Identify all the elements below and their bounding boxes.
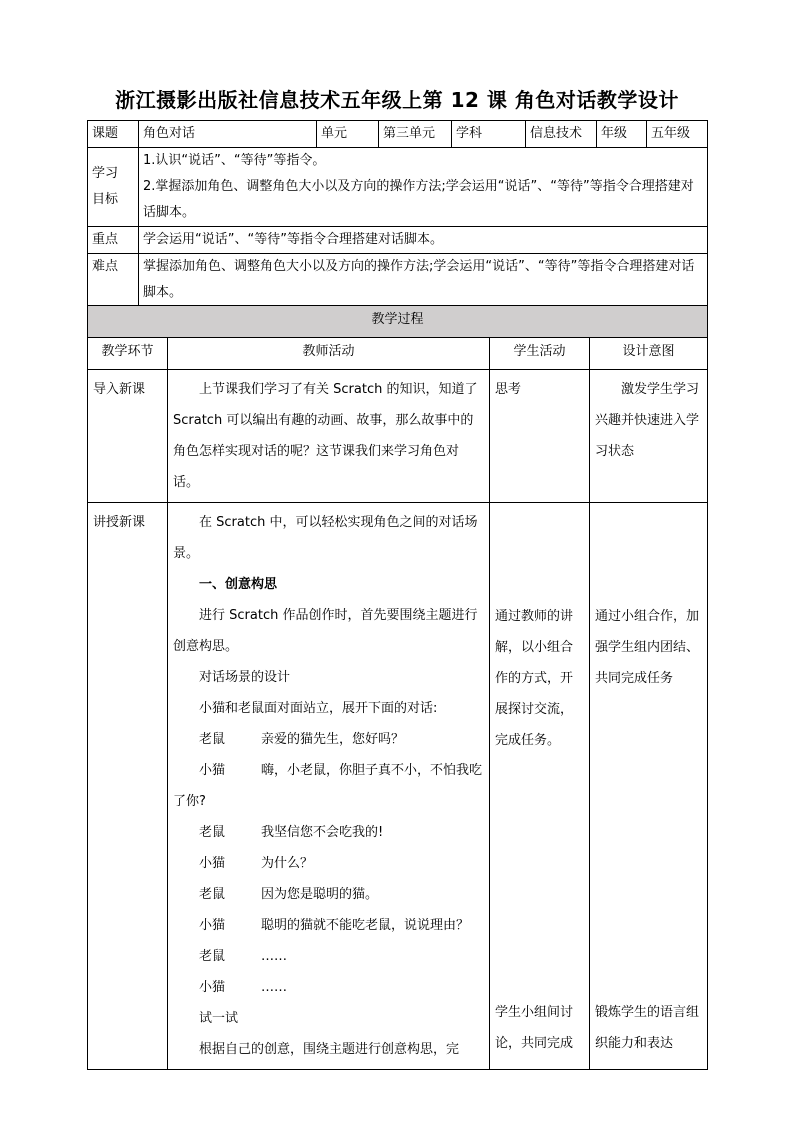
dialog-line	[173, 848, 484, 879]
goals-label-line2: 目标	[92, 192, 119, 207]
dialog-speaker: 老鼠	[199, 732, 226, 747]
grade-label: 年级	[597, 121, 647, 148]
goals-label	[88, 148, 139, 227]
dialog-line	[173, 972, 484, 1003]
dialog-speaker: 小猫	[199, 763, 226, 778]
new-heading-1: 一、创意构思	[199, 577, 278, 592]
topic-label: 课题	[88, 121, 139, 148]
dialog-line	[173, 724, 484, 755]
dialog-speaker: 小猫	[199, 918, 226, 933]
difficult-value: 掌握添加角色、调整角色大小以及方向的操作方法;学会运用“说话”、“等待”等指令合理搭建对话脚本。	[139, 254, 708, 307]
process-section-title: 教学过程	[88, 306, 708, 338]
intro-stage: 导入新课	[88, 370, 168, 503]
header-stage: 教学环节	[88, 338, 168, 370]
key-label: 重点	[88, 227, 139, 254]
unit-label: 单元	[317, 121, 379, 148]
new-student-2: 学生小组间讨论，共同完成	[495, 1005, 574, 1051]
grade-value: 五年级	[647, 121, 708, 148]
dialog-line	[173, 879, 484, 910]
new-intent	[590, 503, 708, 1070]
dialog-text: 因为您是聪明的猫。	[261, 887, 379, 902]
topic-value: 角色对话	[139, 121, 317, 148]
page-title: 浙江摄影出版社信息技术五年级上第 12 课 角色对话教学设计	[115, 88, 679, 112]
subject-value: 信息技术	[526, 121, 597, 148]
info-table	[87, 120, 708, 307]
new-p4: 小猫和老鼠面对面站立，展开下面的对话:	[199, 701, 438, 716]
dialog-speaker: 小猫	[199, 856, 226, 871]
goal-1: 1.认识“说话”、“等待”等指令。	[143, 153, 326, 168]
new-p2: 进行 Scratch 作品创作时，首先要围绕主题进行创意构思。	[173, 608, 478, 654]
goal-2: 2.掌握添加角色、调整角色大小以及方向的操作方法;学会运用“说话”、“等待”等指令合理搭建对话脚本。	[143, 179, 694, 220]
new-stage: 讲授新课	[88, 503, 168, 1070]
dialog-line	[173, 817, 484, 848]
dialog-text: 亲爱的猫先生，您好吗？	[261, 732, 405, 747]
new-student-1: 通过教师的讲解，以小组合作的方式，开展探讨交流，完成任务。	[495, 609, 574, 748]
intro-teacher: 上节课我们学习了有关 Scratch 的知识，知道了 Scratch 可以编出有趣的动画、故事，那么故事中的角色怎样实现对话的呢？这节课我们来学习角色对话。	[168, 370, 490, 503]
header-intent: 设计意图	[590, 338, 708, 370]
unit-value: 第三单元	[379, 121, 452, 148]
dialog-text: 为什么？	[261, 856, 314, 871]
goals-cell	[139, 148, 708, 227]
intro-student: 思考	[490, 370, 590, 503]
dialog-text: 我坚信您不会吃我的!	[261, 825, 384, 840]
dialog-text: ……	[261, 980, 287, 995]
process-table	[87, 305, 708, 1070]
dialog-speaker: 老鼠	[199, 825, 226, 840]
dialog-speaker: 小猫	[199, 980, 226, 995]
header-teacher: 教师活动	[168, 338, 490, 370]
new-p3: 对话场景的设计	[199, 670, 291, 685]
header-student: 学生活动	[490, 338, 590, 370]
dialog-text: 聪明的猫就不能吃老鼠，说说理由？	[261, 918, 470, 933]
subject-label: 学科	[452, 121, 526, 148]
new-intent-1: 通过小组合作，加强学生组内团结、共同完成任务	[595, 609, 700, 686]
new-p1: 在 Scratch 中，可以轻松实现角色之间的对话场景。	[173, 515, 478, 561]
difficult-label: 难点	[88, 254, 139, 307]
new-teacher	[168, 503, 490, 1070]
new-p5: 试一试	[199, 1011, 239, 1026]
dialog-text: ……	[261, 949, 287, 964]
new-intent-2: 锻炼学生的语言组织能力和表达	[595, 1005, 700, 1051]
dialog-line	[173, 910, 484, 941]
intro-intent: 激发学生学习兴趣并快速进入学习状态	[590, 370, 708, 503]
dialog-line	[173, 755, 484, 817]
dialog-speaker: 老鼠	[199, 949, 226, 964]
dialog-text: 嗨，小老鼠，你胆子真不小，不怕我吃了你?	[173, 763, 483, 809]
new-student	[490, 503, 590, 1070]
dialog-line	[173, 941, 484, 972]
key-value: 学会运用“说话”、“等待”等指令合理搭建对话脚本。	[139, 227, 708, 254]
dialog-speaker: 老鼠	[199, 887, 226, 902]
new-p6: 根据自己的创意，围绕主题进行创意构思，完	[199, 1042, 460, 1057]
goals-label-line1: 学习	[92, 166, 119, 181]
